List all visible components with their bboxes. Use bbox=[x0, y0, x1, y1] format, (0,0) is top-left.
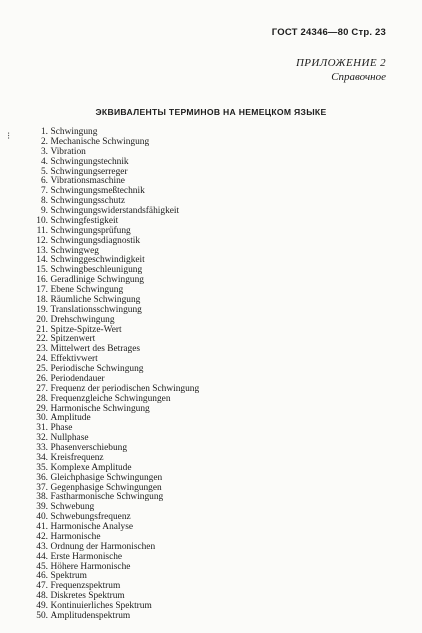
term-text: Schwingungsdiagnostik bbox=[50, 235, 141, 246]
term-text: Harmonische bbox=[50, 531, 101, 542]
appendix-subtitle: Справочное bbox=[331, 71, 386, 83]
term-text: Harmonische Schwingung bbox=[50, 403, 150, 414]
term-number: 12. bbox=[36, 235, 48, 246]
term-text: Höhere Harmonische bbox=[50, 561, 131, 572]
term-number: 13. bbox=[36, 245, 48, 256]
term-number: 10. bbox=[36, 215, 48, 226]
term-number: 49. bbox=[36, 601, 48, 611]
term-number: 43. bbox=[36, 541, 48, 552]
term-number: 24. bbox=[36, 354, 48, 365]
term-text: Schwingung bbox=[50, 127, 98, 137]
term-number: 32. bbox=[36, 433, 48, 444]
term-number: 2. bbox=[40, 136, 48, 147]
term-number: 6. bbox=[40, 176, 48, 187]
term-number: 7. bbox=[40, 186, 48, 197]
term-number: 47. bbox=[36, 581, 48, 592]
term-number: 34. bbox=[36, 452, 48, 463]
term-text: Kontinuierliches Spektrum bbox=[50, 601, 152, 611]
term-text: Fastharmonische Schwingung bbox=[50, 492, 164, 503]
term-number: 15. bbox=[36, 265, 48, 276]
term-number: 31. bbox=[36, 423, 48, 434]
term-number: 36. bbox=[36, 472, 48, 483]
term-text: Geradlinige Schwingung bbox=[50, 275, 144, 286]
term-text: Frequenz der periodischen Schwingung bbox=[50, 383, 200, 394]
term-text: Schwinggeschwindigkeit bbox=[50, 255, 145, 266]
term-text: Ebene Schwingung bbox=[50, 285, 124, 295]
term-text: Schwingfestigkeit bbox=[50, 215, 119, 226]
term-number: 14. bbox=[36, 255, 48, 266]
term-number: 8. bbox=[40, 196, 48, 207]
term-text: Spektrum bbox=[50, 571, 87, 582]
term-text: Spitze-Spitze-Wert bbox=[50, 324, 122, 335]
term-text: Effektivwert bbox=[50, 354, 98, 365]
term-text: Vibrationsmaschine bbox=[50, 176, 125, 187]
appendix-title: ПРИЛОЖЕНИЕ 2 bbox=[295, 57, 386, 69]
term-text: Periodische Schwingung bbox=[50, 364, 144, 374]
term-text: Ordnung der Harmonischen bbox=[50, 541, 156, 552]
term-number: 45. bbox=[36, 561, 48, 572]
term-number: 38. bbox=[36, 492, 48, 503]
term-number: 25. bbox=[36, 364, 48, 374]
term-text: Schwingungsmeßtechnik bbox=[50, 186, 145, 197]
term-number: 33. bbox=[36, 443, 48, 453]
terms-list bbox=[30, 128, 199, 622]
term-text: Mechanische Schwingung bbox=[50, 136, 150, 147]
term-number: 18. bbox=[36, 294, 48, 305]
term-text: Schwingungsschutz bbox=[50, 196, 125, 207]
term-text: Schwingungsprüfung bbox=[50, 225, 131, 236]
term-number: 5. bbox=[40, 166, 48, 177]
term-text: Phase bbox=[50, 423, 73, 434]
term-number: 41. bbox=[36, 522, 48, 532]
term-text: Periodendauer bbox=[50, 373, 105, 384]
term-number: 28. bbox=[36, 393, 48, 404]
term-text: Kreisfrequenz bbox=[50, 452, 104, 463]
term-text: Schwingungserreger bbox=[50, 166, 128, 177]
appendix-block bbox=[296, 56, 386, 84]
term-number: 9. bbox=[40, 206, 48, 216]
term-text: Spitzenwert bbox=[50, 334, 96, 345]
term-text: Frequenzgleiche Schwingungen bbox=[50, 393, 171, 404]
term-number: 23. bbox=[36, 344, 48, 355]
term-number: 44. bbox=[36, 551, 48, 562]
term-number: 46. bbox=[36, 571, 48, 582]
term-number: 50. bbox=[36, 610, 48, 621]
term-number: 29. bbox=[36, 403, 48, 414]
term-text: Harmonische Analyse bbox=[50, 522, 134, 532]
term-text: Diskretes Spektrum bbox=[50, 591, 125, 602]
term-text: Vibration bbox=[50, 146, 86, 157]
term-text: Frequenzspektrum bbox=[50, 581, 121, 592]
term-number: 16. bbox=[36, 275, 48, 286]
term-text: Amplitudenspektrum bbox=[50, 610, 131, 621]
term-text: Gegenphasige Schwingungen bbox=[50, 482, 162, 493]
term-number: 19. bbox=[36, 304, 48, 315]
term-number: 3. bbox=[40, 146, 48, 157]
standard-reference: ГОСТ 24346—80 Стр. 23 bbox=[271, 27, 386, 38]
term-text: Phasenverschiebung bbox=[50, 443, 128, 453]
term-row bbox=[30, 612, 199, 622]
term-text: Schwingweg bbox=[50, 245, 99, 256]
term-number: 39. bbox=[36, 502, 48, 513]
section-heading: ЭКВИВАЛЕНТЫ ТЕРМИНОВ НА НЕМЕЦКОМ ЯЗЫКЕ bbox=[95, 107, 327, 117]
term-number: 42. bbox=[36, 531, 48, 542]
term-number: 22. bbox=[36, 334, 48, 345]
term-text: Räumliche Schwingung bbox=[50, 294, 141, 305]
term-text: Drehschwingung bbox=[50, 314, 115, 325]
term-text: Nullphase bbox=[50, 433, 89, 444]
term-number: 30. bbox=[36, 413, 48, 424]
term-number: 11. bbox=[36, 225, 48, 236]
term-text: Schwingungstechnik bbox=[50, 156, 129, 167]
term-text: Schwebung bbox=[50, 502, 95, 513]
term-text: Amplitude bbox=[50, 413, 91, 424]
term-number: 27. bbox=[36, 383, 48, 394]
term-text: Schwingungswiderstandsfähigkeit bbox=[50, 206, 180, 216]
term-text: Translationsschwingung bbox=[50, 304, 142, 315]
term-number: 20. bbox=[36, 314, 48, 325]
term-text: Komplexe Amplitude bbox=[50, 462, 132, 473]
term-number: 37. bbox=[36, 482, 48, 493]
term-text: Gleichphasige Schwingungen bbox=[50, 472, 163, 483]
term-number: 17. bbox=[36, 285, 48, 295]
term-text: Schwingbeschleunigung bbox=[50, 265, 143, 276]
term-number: 35. bbox=[36, 462, 48, 473]
term-text: Mittelwert des Betrages bbox=[50, 344, 141, 355]
term-number: 26. bbox=[36, 373, 48, 384]
term-number: 21. bbox=[36, 324, 48, 335]
margin-mark: ⁝ bbox=[7, 131, 11, 142]
term-number: 48. bbox=[36, 591, 48, 602]
term-text: Erste Harmonische bbox=[50, 551, 123, 562]
page-header bbox=[272, 27, 386, 38]
term-text: Schwebungsfrequenz bbox=[50, 512, 131, 523]
term-number: 4. bbox=[40, 156, 48, 167]
term-number: 1. bbox=[40, 127, 48, 137]
term-number: 40. bbox=[36, 512, 48, 523]
